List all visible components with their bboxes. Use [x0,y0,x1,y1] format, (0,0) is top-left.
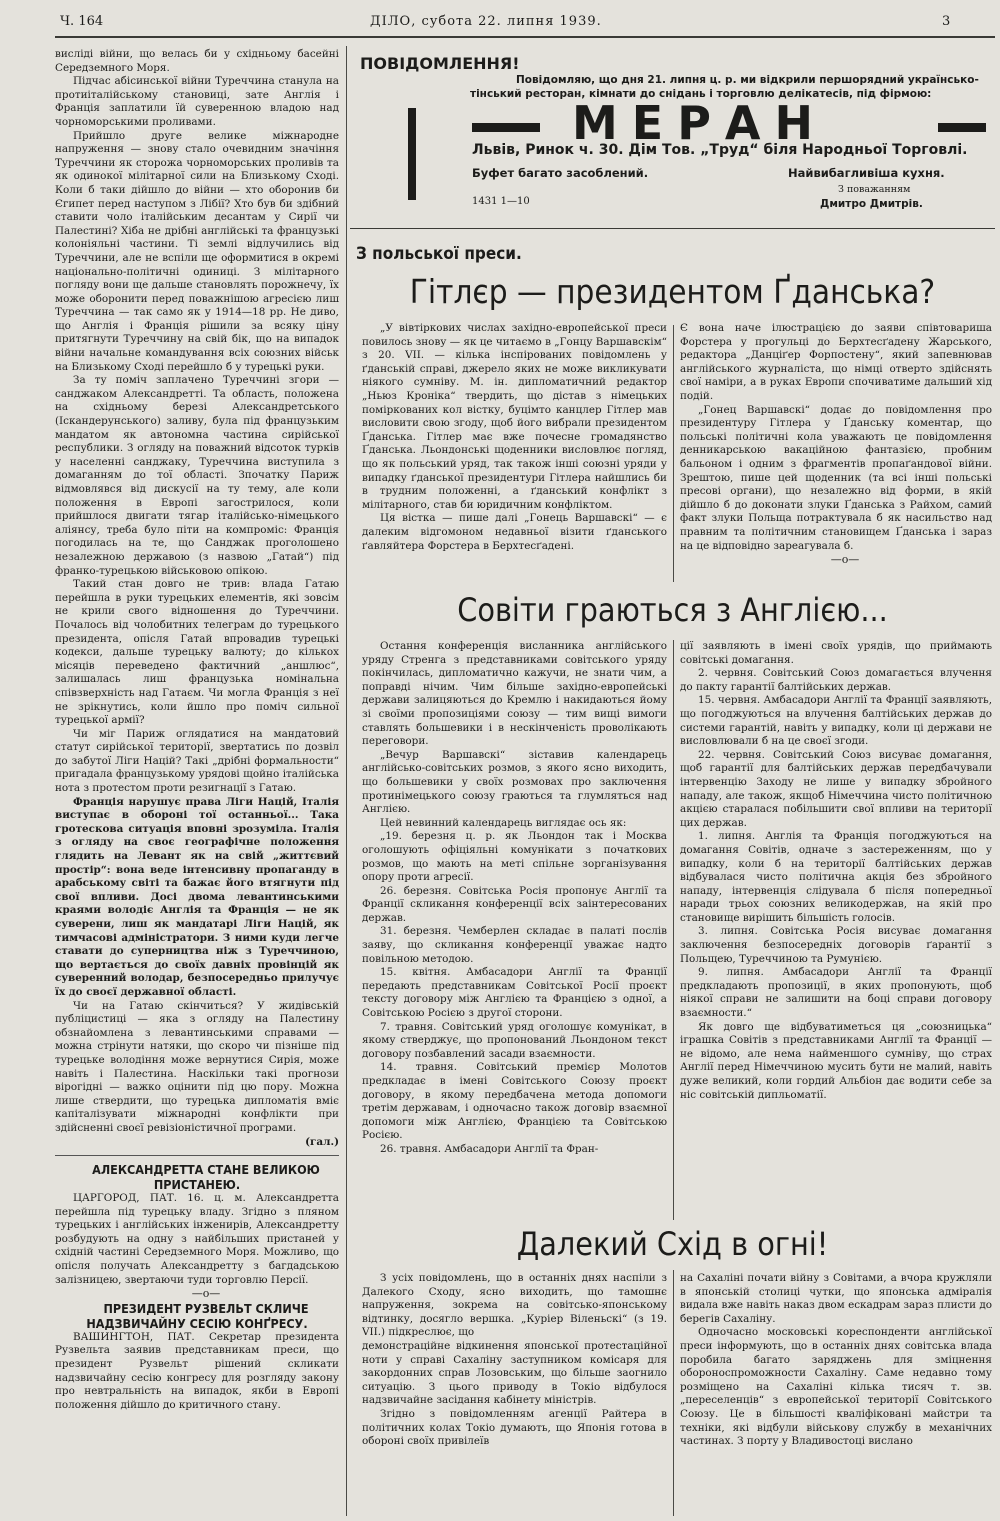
paragraph: Підчас абісинської війни Туреччина станула на протиіталійському становиці, зате Англія і Франція заплатили їй суверенною владою над чорноморськими проливами. [55,75,339,128]
paragraph: ВАШИНГТОН, ПАТ. Секретар президента Рузвельта заявив представникам преси, що президент Рузвельт рішений скликати надзвичайну сесію конгресу для розгляду закону про невтральність на випадок, якби в Европі положення дійшло до критичного стану. [55,1330,339,1411]
paragraph: 14. травня. Совітський премієр Молотов предкладає в імені Совітського Союзу проєкт договору, в якому передбачена метода допомоги третім державам, і одночасно також договір взаємної допомоги між Англією, Францією та Совітською Росією. [362,1061,667,1142]
ad-code: 1431 1—10 [472,196,530,207]
paragraph: 26. травня. Амбасадори Англії та Фран- [380,1142,599,1155]
ad-dash-left [472,123,540,132]
article-hitler-col-left [362,322,667,584]
paragraph: ції заявляють в імені своїх урядів, що приймають совітські домагання. [680,640,992,666]
paragraph: 22. червня. Совітський Союз висуває домагання, щоб гарантії для балтійських держав передбачували інтервенцію Заходу не лише у випадку збройного нападу, але також, якщоб Німеччина чисто політичною акцією старалася побільшити свої впливи на території цих держав. [680,748,992,829]
ad-dash-right [938,123,986,132]
divider [55,1155,339,1156]
article-hitler-col-right [680,322,992,584]
article-fareast-col-right [680,1272,992,1516]
paragraph: Як довго ще відбуватиметься ця „союзницька“ іграшка Совітів з представниками Англії та Франції — не відомо, але нема найменшого сумніву, що страх Англії перед Німеччиною мусить бути не малий, навіть дуже великий, коли гордий Альбіон дає водити себе за ніс совітській дипльоматії. [680,1020,992,1101]
article-fareast-col-left [362,1272,667,1516]
header-rule [55,36,995,38]
ad-bar-left [408,108,416,200]
ad-rule [350,228,995,229]
column-1 [55,48,339,1516]
paragraph: Цей невинний календарець виглядає ось як: [380,816,627,829]
paragraph: За ту поміч заплачено Туреччині згори — санджаком Александретті. Та область, положена на східньому березі Александретського (Іскандерунського) заливу, була під французьким мандатом як автономна частина сирійської республики. З огляду на поважний відсоток турків у населенні санджаку, Туреччина виступила з домаганням до тої області. Зпочатку Париж відмовлявся від дискусії на ту тему, але коли положення в Европі загострилося, коли прийшлося двигати тягар італійсько-німецького аліянсу, треба було піти на компроміс: Франція погодилась на те, що Санджак проголошено незалежною державою (з назвою „Гатай“) під франко-турецькою військовою опікою. [55,374,339,577]
ad-title: ПОВІДОМЛЕННЯ! [360,54,520,73]
separator: —о— [191,1287,221,1301]
paragraph: „Вечур Варшавскі“ зіставив календарець англійсько-совітських розмов, з якого ясно виходить, що большевики у своїх розмовах про заключення протинімецького союзу граються та глумляться над Англією. [362,748,667,816]
paragraph: „19. березня ц. р. як Льондон так і Москва оголошують офіціяльні комунікати з початкових розмов, що мають на меті спільне зорганізування опору проти агресії. [362,830,667,884]
paragraph: Є вона наче ілюстрацією до заяви співтовариша Форстера у прогульці до Берхтесґадену Жарського, редактора „Данціґер Форпостену“, який запевнював англійського журналіста, що німці отверто здійснять свої наміри, а в руках Европи спочиватиме дальший хід подій. [680,322,992,402]
paragraph: 15. квітня. Амбасадори Англії та Франції передають представникам Совітської Росії проєкт тексту договору між Англією та Францією з одної, а Совітською Росією з другої сторони. [362,966,667,1020]
paragraph: 7. травня. Совітський уряд оголошує комунікат, в якому стверджує, що пропонований Льондоном текст договору позбавлений засади взаємности. [362,1020,667,1060]
paragraph: ЦАРГОРОД, ПАТ. 16. ц. м. Александретта перейшла під турецьку владу. Згідно з пляном турецьких і англійських інженирів, Александретту розбудують на одну з найбільших пристаней у східній частині Середземного Моря. Можливо, що опісля получать Александретту з багдадською залізницею, звертаючи туди торговлю Персії. [55,1192,339,1286]
paragraph: висліді війни, що велась би у східньому басейні Середземного Моря. [55,48,339,74]
page-header [0,0,1000,46]
column-rule-fareast [673,1270,674,1516]
paragraph: 3. липня. Совітська Росія висуває домагання заключення безпосередніх договорів ґарантії з Польщею, Туреччиною та Румунією. [680,925,992,965]
advertisement [360,50,990,218]
paragraph: демонстраційне відкинення японської протестаційної ноти у справі Сахаліну заступником комісаря для закордонних справ Лозовським, що більше заогнило ситуацію. З цього приводу в Токіо відбулося надзвичайне засідання кабінету міністрів. [362,1339,667,1407]
article-title-soviets: Совіти граються з Англією... [457,591,888,629]
ad-brand-name: МЕРАН [572,96,828,150]
page-section: Ч. 164 [60,14,104,29]
paragraph: Чи на Гатаю скінчиться? У жидівській публіцистиці — яка з огляду на Палестину обзнайомлена з левантинськими справами — можна стрінути натяки, що скоро чи пізніше під турецьке володіння може вернутися Сирія, може навіть і Палестина. Наскільки такі прогнози вірогідні — важко оцінити під цю пору. Можна лише ствердити, що турецька дипломатія вміє капіталізувати міжнародні конфлікти при здійсненні своєї ревізіоністичної програми. [55,999,339,1134]
paragraph: 2. червня. Совітський Союз домагається влучення до пакту гарантії балтійських держав. [680,667,992,693]
paragraph: 26. березня. Совітська Росія пропонує Англії та Франції скликання конференції всіх заінтересованих держав. [362,884,667,924]
page-number: 3 [942,14,951,29]
separator: —о— [830,553,860,567]
article-soviets-col-right [680,640,992,1222]
news-headline: АЛЕКСАНДРЕТТА СТАНЕ ВЕЛИКОЮ ПРИСТАНЕЮ. [92,1162,320,1193]
ad-kitchen: Найвибагливіша кухня. [788,166,945,180]
paragraph: Ця вістка — пише далі „Гонець Варшавскі“ — є далеким відгомоном недавньої візити ґданського ґавляйтера Форстера в Берхтесґадені. [362,512,667,552]
paragraph: 9. липня. Амбасадори Англії та Франції предкладають пропозиції, в яких пропонують, щоб ніякої справи не залишити на боці справи договору взаємности.“ [680,966,992,1020]
rubric-heading: З польської преси. [356,244,522,264]
paragraph: Згідно з повідомленням агенції Райтера в політичних колах Токіо думають, що Японія готова в обороні своїх привілеїв [362,1407,667,1448]
article-title-fareast: Далекий Схід в огні! [516,1225,829,1263]
ad-text-1: Повідомляю, що дня 21. липня ц. р. ми відкрили першорядний українсько- [516,74,979,86]
column-rule [346,46,347,1516]
article-title-hitler: Гітлєр — президентом Ґданська? [409,272,936,311]
news-headline: ПРЕЗИДЕНТ РУЗВЕЛЬТ СКЛИЧЕ НАДЗВИЧАЙНУ СЕСІЮ КОНҐРЕСУ. [86,1300,309,1331]
paragraph: Чи міг Париж оглядатися на мандатовий статут сирійської території, звертатись по дозвіл до забутої Ліги Націй? Такі „дрібні формальности“ пригадала французькому урядові щойно італійська нота з протестом проти резигнації з Гатаю. [55,727,339,795]
paragraph: 1. липня. Англія та Франція погоджуються на домагання Совітів, одначе з застереженням, що у випадку, коли б на території балтійських держав відбувалася чисто політична акція без збройного нападу, інтервенція слідувала б після попередньої наради трьох союзних великодержав, на якій про становище вирішить більшість голосів. [680,830,992,924]
paragraph: „Гонец Варшавскі“ додає до повідомлення про президентуру Гітлера у Ґданську коментар, що польські політичні кола уважають це повідомлення денникарською вакаційною фантазією, пробним бальоном і одним з фрагментів пропаґандової війни. Зрештою, пише цей щоденник (та всі інші польські пресові органи), що незалежно від форми, в якій дійшло б до доконати злуки Ґданська з Райхом, самий факт злуки Польща потрактувала б як насильство над правним та політичним становищем Ґданська і зараз на це відповідно зареагувала б. [680,403,992,552]
paragraph: Франція нарушує права Ліги Націй, Італія виступає в обороні тої останньої... Така гротескова ситуація вповні зрозуміла. Італія з огляду на своє географічне положення глядить на Левант як на свій „життєвий простір“: вона веде інтенсивну пропаганду в арабському світі та бажає його втягнути під свої впливи. Досі двома левантинськими краями володіє Англія та Франція — не як суверени, лиш як мандатарі Ліги Націй, як тимчасові адміністратори. З ними куди легче ставати до суперництва ніж з Туреччиною, що вертається до своїх давніх провінцій як суверенний володар, безпосередньо прилучує їх до своєї державної області. [55,795,339,998]
paragraph: на Сахаліні почати війну з Совітами, а вчора кружляли в японській столиці чутки, що японська адміралія видала вже навіть наказ двом ескадрам зараз плисти до берегів Сахаліну. [680,1272,992,1325]
paragraph: 31. березня. Чемберлен складає в палаті послів заяву, що скликання конференції уважає надто повільною методою. [362,925,667,965]
ad-text-2: тінський ресторан, кімнати до снідань і торговлю делікатесів, під фірмою: [470,88,932,100]
ad-regards: З поважанням [838,184,911,195]
ad-signer: Дмитро Дмитрів. [820,198,923,210]
paragraph: 15. червня. Амбасадори Англії та Франції заявляють, що погоджуються на влучення балтійських держав до системи гарантій, навіть у випадку, коли ці держави не висловлювали б на це своєї згоди. [680,694,992,748]
ad-buffet: Буфет багато засоблений. [472,166,649,180]
paragraph: Такий стан довго не трив: влада Гатаю перейшла в руки турецьких елементів, які зовсім не крили свого відношення до Туреччини. Почалось від чолобитних телеграм до турецького президента, опісля Гатай впровадив турецькі кодекси, дальше турецьку валюту; до кількох місяців переведено фактичний „аншлюс“, залишалась лиш французька номінальна співзверхність над Гатаєм. Чи могла Франція з неї не зрікнутись, коли йшло про поміч сильної турецької армії? [55,578,339,727]
paragraph: „У вівтіркових числах західно-европейської преси повилось знову — як це читаємо в „Гонцу Варшавскім“ з 20. VII. — кілька інспірованих повідомлень у ґданській справі, джерело яких не може викликувати ніякого сумніву. М. ін. дипломатичний редактор „Ньюз Кроніка“ твердить, що дістав з німецьких поміркованих кол вістку, буцімто канцлер Гітлер мав висловити свою згоду, щоб його вибрали президентом Ґданська. Гітлер має вже почесне громадянство Ґданська. Льондонські щоденники висловлює погляд, що як польський уряд, так також інші союзні уряди у випадку ґданської президентури Гітлера найшлись би в трудним положенні, а ґданський конфлікт з мілітарного, став би юридичним конфліктом. [362,322,667,511]
paragraph: Одночасно московські кореспонденти англійської преси інформують, що в останніх днях совітська влада поробила багато заряджень для зміцнення обороноспроможности Сахаліну. Саме недавно тому розміщено на Сахаліні кілька тисяч т. зв. „переселенців“ з европейської території Совітського Союзу. Це в більшості кваліфіковані майстри та техніки, які відбули військову службу в механічних частинах. З порту у Владивостоці вислано [680,1326,992,1448]
author-signature: (гал.) [305,1135,339,1148]
paragraph: Остання конференція висланника англійського уряду Стренга з представниками совітського уряду покінчилась, дипломатично кажучи, не знати чим, а поправді нічим. Чим більше західно-европейські держави залицяються до Кремлю і накидаються йому зі своїми пропозиціями союзу — тим вищі вимоги ставлять большевики і в нескінченість проволікають переговори. [362,640,667,748]
paper-masthead: ДІЛО, субота 22. липня 1939. [370,14,602,29]
column-rule-soviets [673,640,674,1220]
article-soviets-col-left [362,640,667,1222]
ad-address: Львів, Ринок ч. 30. Дім Тов. „Труд“ біля Народньої Торговлі. [472,142,968,158]
paragraph: З усіх повідомлень, що в останніх днях наспіли з Далекого Сходу, ясно виходить, що тамошнє напруження, зокрема на совітсько-японському відтинку, досягло вершка. „Куріер Віленьскі“ (з 19. VII.) підкреслює, що [362,1272,667,1339]
column-rule-polish [673,325,674,582]
paragraph: Прийшло друге велике міжнародне напруження — знову стало очевидним значіння Туреччини як сторожа чорноморських проливів та як одинокої мілітарної сили на Близькому Сході. Коли б таки дійшло до війни — хто оборонив би Єгипет перед наступом з Лібії? Хто був би здібний ставити чоло італійським десантам у Сирії чи Палестині? Хіба не дрібні англійські та французькі колоніяльні частини. Ті землі відлучились від Туреччини, але не вспіли ще оформитися в окремі національно-політичні одиниці. З мілітарного погляду вони ще дальше становлять порожнечу, їх може оборонити перед поважнішою агресією лиш Туреччина — так само як у 1914—18 рр. Не диво, що Англія і Франція рішили за всяку ціну притягнути Туреччину на свій бік, що на випадок війни начальне командування всіх союзних військ на Близькому Сході перейшло б у турецькі руки. [55,129,339,373]
